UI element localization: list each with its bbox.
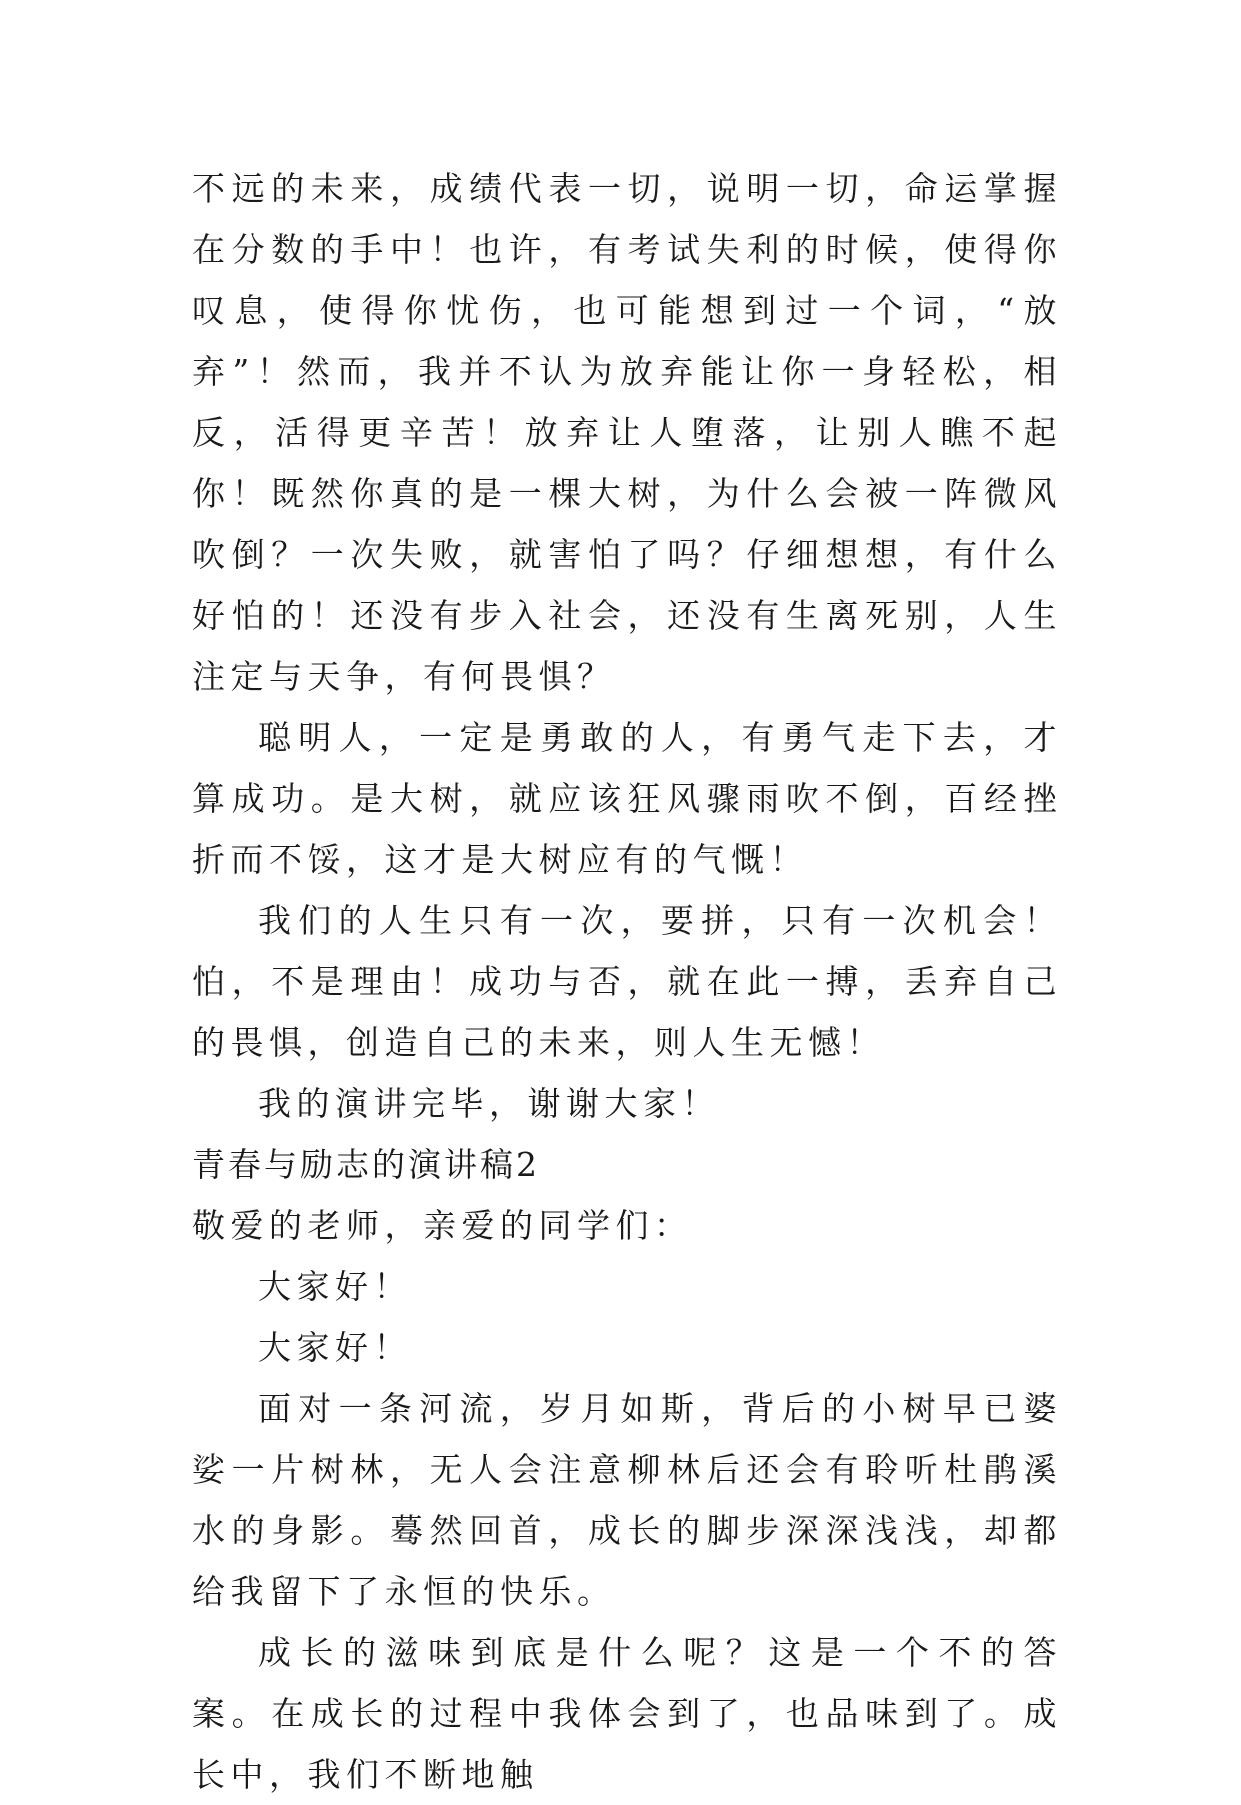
section-title: 青春与励志的演讲稿2: [192, 1145, 540, 1184]
paragraph-1: 不远的未来，成绩代表一切，说明一切，命运掌握在分数的手中！也许，有考试失利的时候，使得你叹息，使得你忧伤，也可能想到过一个词，“放弃”！然而，我并不认为放弃能让你一身轻松，相反，活得更辛苦！放弃让人堕落，让别人瞧不起你！既然你真的是一棵大树，为什么会被一阵微风吹倒？一次失败，就害怕了吗？仔细想想，有什么好怕的！还没有步入社会，还没有生离死别，人生注定与天争，有何畏惧？: [192, 169, 1062, 696]
paragraph-closing: 我的演讲完毕，谢谢大家！: [258, 1084, 720, 1123]
paragraph-2: 聪明人，一定是勇敢的人，有勇气走下去，才算成功。是大树，就应该狂风骤雨吹不倒，百经挫折而不馁，这才是大树应有的气慨！: [192, 718, 1062, 879]
paragraph-growth: 成长的滋味到底是什么呢？这是一个不的答案。在成长的过程中我体会到了，也品味到了。成长中，我们不断地触: [192, 1633, 1062, 1794]
greeting-1: 大家好！: [258, 1267, 412, 1306]
paragraph-river: 面对一条河流，岁月如斯，背后的小树早已婆娑一片树林，无人会注意柳林后还会有聆听杜鹃溪水的身影。蓦然回首，成长的脚步深深浅浅，却都给我留下了永恒的快乐。: [192, 1389, 1062, 1611]
greeting-2: 大家好！: [258, 1328, 412, 1367]
document-body: [192, 158, 1062, 1805]
paragraph-3: 我们的人生只有一次，要拼，只有一次机会！怕，不是理由！成功与否，就在此一搏，丢弃自己的畏惧，创造自己的未来，则人生无憾！: [192, 901, 1062, 1062]
salutation: 敬爱的老师，亲爱的同学们：: [192, 1206, 693, 1245]
